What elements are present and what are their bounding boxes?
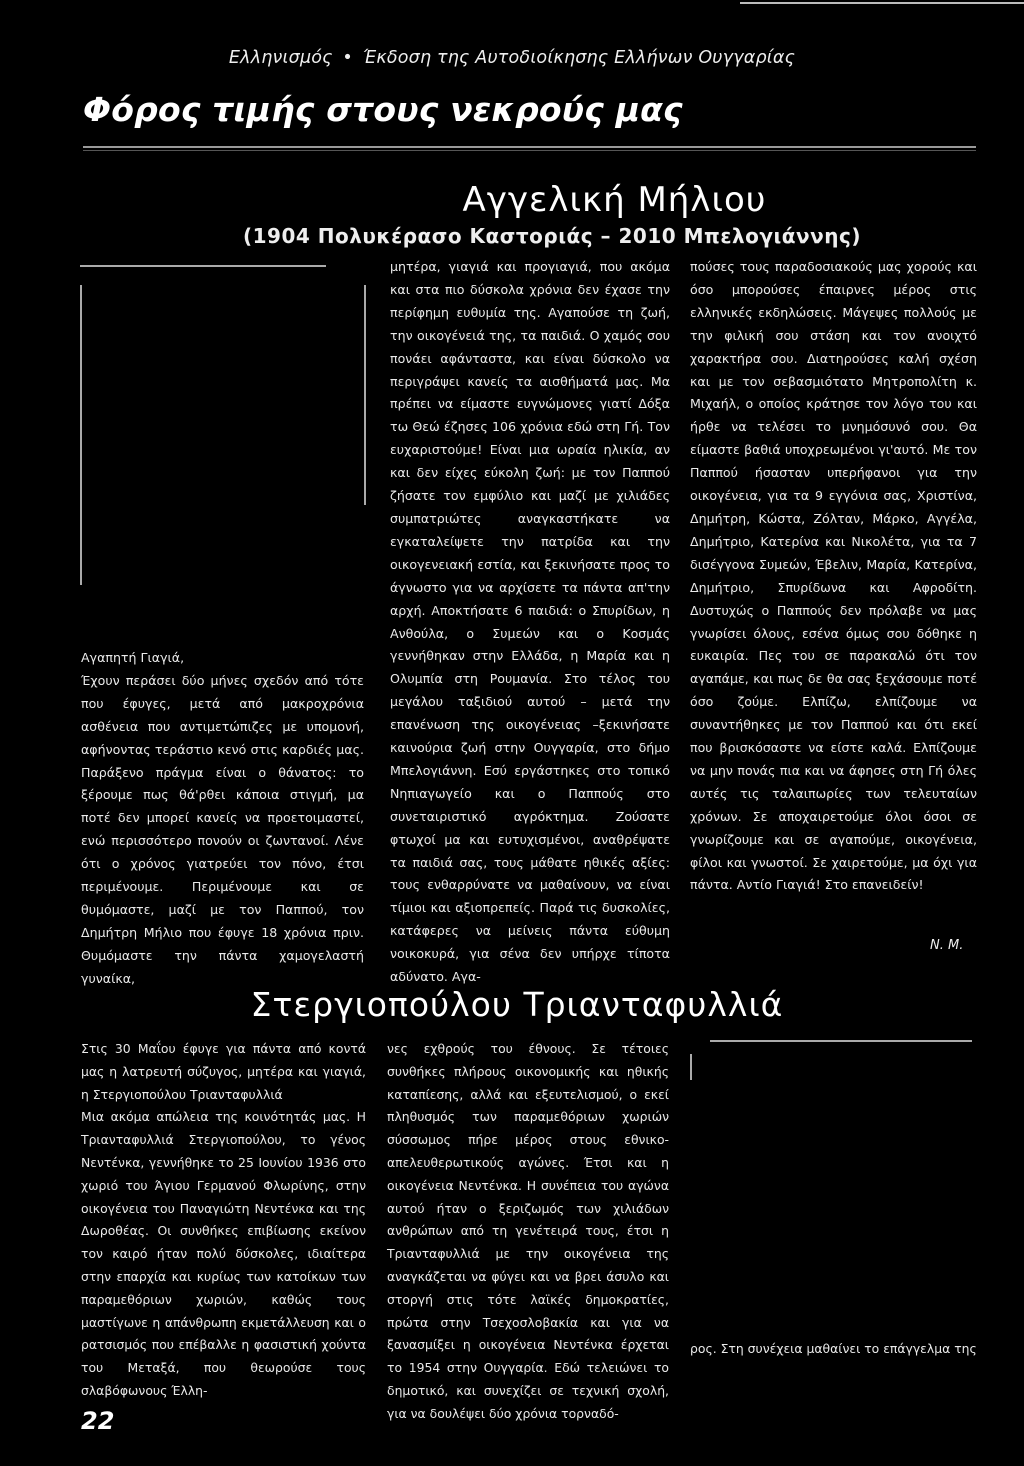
article1-paragraph: μητέρα, γιαγιά και προγιαγιά, που ακόμα και στα πιο δύσκολα χρόνια δεν έχασε την περίφημη ευθυμία της. Αγαπούσε τη ζωή, την οικογένειά της, τα παιδιά. Ο χαμός σου πονάει αφάνταστα, και είναι δύσκολο να περιγράψει κανείς τα αισθήματά μας. Μα πρέπει να είμαστε ευγνώμονες γιατί Δόξα τω Θεώ έζησες 106 χρόνια εδώ στη Γή. Τον ευχαριστούμε! Είναι μια ωραία ηλικία, αν και δεν είχες εύκολη ζωή: με τον Παππού ζήσατε τον εμφύλιο και μαζί με χιλιάδες συμπατριώτες αναγκαστήκατε να εγκαταλείψετε την πατρίδα και την οικογενειακή εστία, και ξεκινήσατε προς το άγνωστο για να αρχίσετε τα πάντα απ'την αρχή. Αποκτήσατε 6 παιδιά: ο Σπυρίδων, η Ανθούλα, ο Συμεών και ο Κοσμάς γεννήθηκαν στην Ελλάδα, η Μαρία και η Ολυμπία στη Ρουμανία. Στο τέλος του μεγάλου ταξιδιού αυτού – μετά την επανένωση της οικογένειας –ξεκινήσατε καινούρια ζωή στην Ουγγαρία, στο δήμο Μπελογιάννη. Εσύ εργάστηκες στο τοπικό Νηπιαγωγείο και ο Παππούς στο συνεταιριστικό αγρόκτημα. Ζούσατε φτωχοί μα και ευτυχισμένοι, αναθρέψατε τα παιδιά σας, τους μάθατε ηθικές αξίες: τους ενθαρρύνατε να μαθαίνουν, να είναι τίμιοι και αξιοπρεπείς. Παρά τις δυσκολίες, κατάφερες να μείνεις πάντα εύθυμη νοικοκυρά, για σένα δεν υπήρχε τίποτα αδύνατο. Αγα- — [390, 259, 670, 985]
photo-frame-top — [80, 265, 326, 267]
article2-paragraph: Μια ακόμα απώλεια της κοινότητάς μας. Η Τριανταφυλλιά Στεργιοπούλου, το γένος Νεντένκα, γεννήθηκε το 25 Ιουνίου 1936 στο χωριό του Άγιου Γερμανού Φλωρίνης, στην οικογένεια του Παναγιώτη Νεντένκα και της Δωροθέας. Οι συνθήκες επιβίωσης εκείνον τον καιρό ήταν πολύ δύσκολες, ιδιαίτερα στην επαρχία και κυρίως των κατοίκων των παραμεθόριων χωριών, καθώς τους μαστίγωνε η απάνθρωπη εκμετάλλευση και ο ρατσισμός που επέβαλλε η φασιστική χούντα του Μεταξά, που θεωρούσε τους σλαβόφωνους Έλλη- — [81, 1109, 366, 1398]
article1-name — [0, 180, 1024, 220]
section-title: Φόρος τιμής στους νεκρούς μας — [83, 90, 683, 129]
article1-paragraph: Έχουν περάσει δύο μήνες σχεδόν από τότε που έφυγες, μετά από μακροχρόνια ασθένεια που αντιμετώπιζες με υπομονή, αφήνοντας τεράστιο κενό στις καρδιές μας. Παράξενο πράγμα είναι ο θάνατος: το ξέρουμε πως θά'ρθει κάποια στιγμή, μα ποτέ δεν μπορεί κανείς να προετοιμαστεί, ενώ περισσότερο πονούν οι ζωντανοί. Λένε ότι ο χρόνος γιατρεύει τον πόνο, έτσι περιμένουμε. Περιμένουμε και σε θυμόμαστε, μαζί με τον Παππού, τον Δημήτρη Μήλιο που έφυγε 18 χρόνια πριν. Θυμόμαστε την πάντα χαμογελαστή γυναίκα, — [81, 672, 364, 986]
top-rule — [740, 2, 1024, 4]
publisher-name: Έκδοση της Αυτοδιοίκησης Ελλήνων Ουγγαρίας — [362, 48, 796, 68]
article1-column-2 — [390, 256, 670, 989]
article1-signature: Ν. Μ. — [930, 938, 964, 953]
article1-column-1 — [81, 647, 364, 991]
article2-column-2 — [387, 1038, 669, 1426]
article1-photo-frame — [80, 265, 366, 647]
article2-column-1 — [81, 1038, 366, 1403]
article2-paragraph: ρος. Στη συνέχεια μαθαίνει το επάγγελμα της — [690, 1341, 977, 1356]
article1-paragraph: πούσες τους παραδοσιακούς μας χορούς και όσο μπορούσες έπαιρνες μέρος στις ελληνικές εκδηλώσεις. Μάγεψες πολλούς με την φιλική σου στάση και τον ανοιχτό χαρακτήρα σου. Διατηρούσες καλή σχέση και με τον σεβασμιότατο Μητροπολίτη κ. Μιχαήλ, ο οποίος κράτησε τον λόγο του και ήρθε να τελέσει το μνημόσυνό σου. Θα είμαστε βαθιά υποχρεωμένοι γι'αυτό. Με τον Παππού ήσασταν υπερήφανοι για την οικογένεια, για τα 9 εγγόνια σας, Χριστίνα, Δημήτρη, Κώστα, Ζόλταν, Μάρκο, Αγγέλα, Δημήτριο, Κατερίνα και Νικολέτα, για τα 7 δισέγγονα Συμεών, Έβελιν, Μαρία, Κατερίνα, Δημήτριο, Σπυρίδωνα και Αφροδίτη. Δυστυχώς ο Παππούς δεν πρόλαβε να μας γνωρίσει όλους, εσένα όμως σου δόθηκε η ευκαιρία. Πες του σε παρακαλώ ότι τον αγαπάμε, και πως δε θα σας ξεχάσουμε ποτέ όσο ζούμε. Ελπίζω, ελπίζουμε να συναντήθηκες με τον Παππού και ότι εκεί που βρισκόσαστε να είστε καλά. Ελπίζουμε να μην πονάς πια και να άφησες στη Γή όλες αυτές τις ταλαιπωρίες των τελευταίων χρόνων. Σε αποχαιρετούμε όλοι όσοι σε γνωρίζουμε και σε αγαπούμε, οικογένεια, φίλοι και γνωστοί. Σε χαιρετούμε, μα όχι για πάντα. Αντίο Γιαγιά! Στο επανειδείν! — [690, 259, 977, 893]
article2-photo-frame — [690, 1040, 980, 1330]
page-number: 22 — [81, 1407, 115, 1435]
photo-frame-top — [710, 1040, 972, 1042]
title-rule-thin — [83, 150, 976, 151]
article2-column-3 — [690, 1338, 978, 1361]
photo-frame-right — [364, 285, 366, 505]
article1-greeting: Αγαπητή Γιαγιά, — [81, 650, 185, 665]
article1-column-3 — [690, 256, 977, 897]
photo-frame-left — [80, 285, 82, 585]
running-header — [0, 48, 1024, 68]
photo-frame-left — [690, 1054, 692, 1080]
article2-name-text: Στεργιοπούλου Τριανταφυλλιά — [250, 985, 784, 1024]
article1-subtitle-text: (1904 Πολυκέρασο Καστοριάς – 2010 Μπελογιάννης) — [242, 224, 862, 248]
title-rule — [83, 146, 976, 148]
article2-lead: Στις 30 Μαΐου έφυγε για πάντα από κοντά μας η λατρευτή σύζυγος, μητέρα και γιαγιά, η Στεργιοπούλου Τριανταφυλλιά — [81, 1041, 366, 1102]
article1-name-text: Αγγελική Μήλιου — [462, 180, 767, 220]
article1-subtitle — [0, 224, 1024, 248]
article2-name — [0, 985, 1024, 1024]
article2-paragraph: νες εχθρούς του έθνους. Σε τέτοιες συνθήκες πλήρους οικονομικής και ηθικής καταπίεσης, αλλά και εξευτελισμού, ο εκεί πληθυσμός των παραμεθόριων χωριών σύσσωμος πήρε μέρος στους εθνικο-απελευθερωτικούς αγώνες. Έτσι και η οικογένεια Νεντένκα. Η συνέπεια του αγώνα αυτού ήταν ο ξεριζωμός των χιλιάδων ανθρώπων από τη γενέτειρά τους, έτσι η Τριανταφυλλιά με την οικογένεια της αναγκάζεται να φύγει και να βρει άσυλο και στοργή στις τότε λαϊκές δημοκρατίες, πρώτα στην Τσεχοσλοβακία και για να ξανασμίξει η οικογένεια Νεντένκα έρχεται το 1954 στην Ουγγαρία. Εδώ τελειώνει το δημοτικό, και συνεχίζει σε τεχνική σχολή, για να δουλέψει δύο χρόνια τορναδό- — [387, 1041, 669, 1421]
magazine-name: Ελληνισμός — [228, 48, 333, 68]
header-separator: • — [342, 48, 353, 68]
